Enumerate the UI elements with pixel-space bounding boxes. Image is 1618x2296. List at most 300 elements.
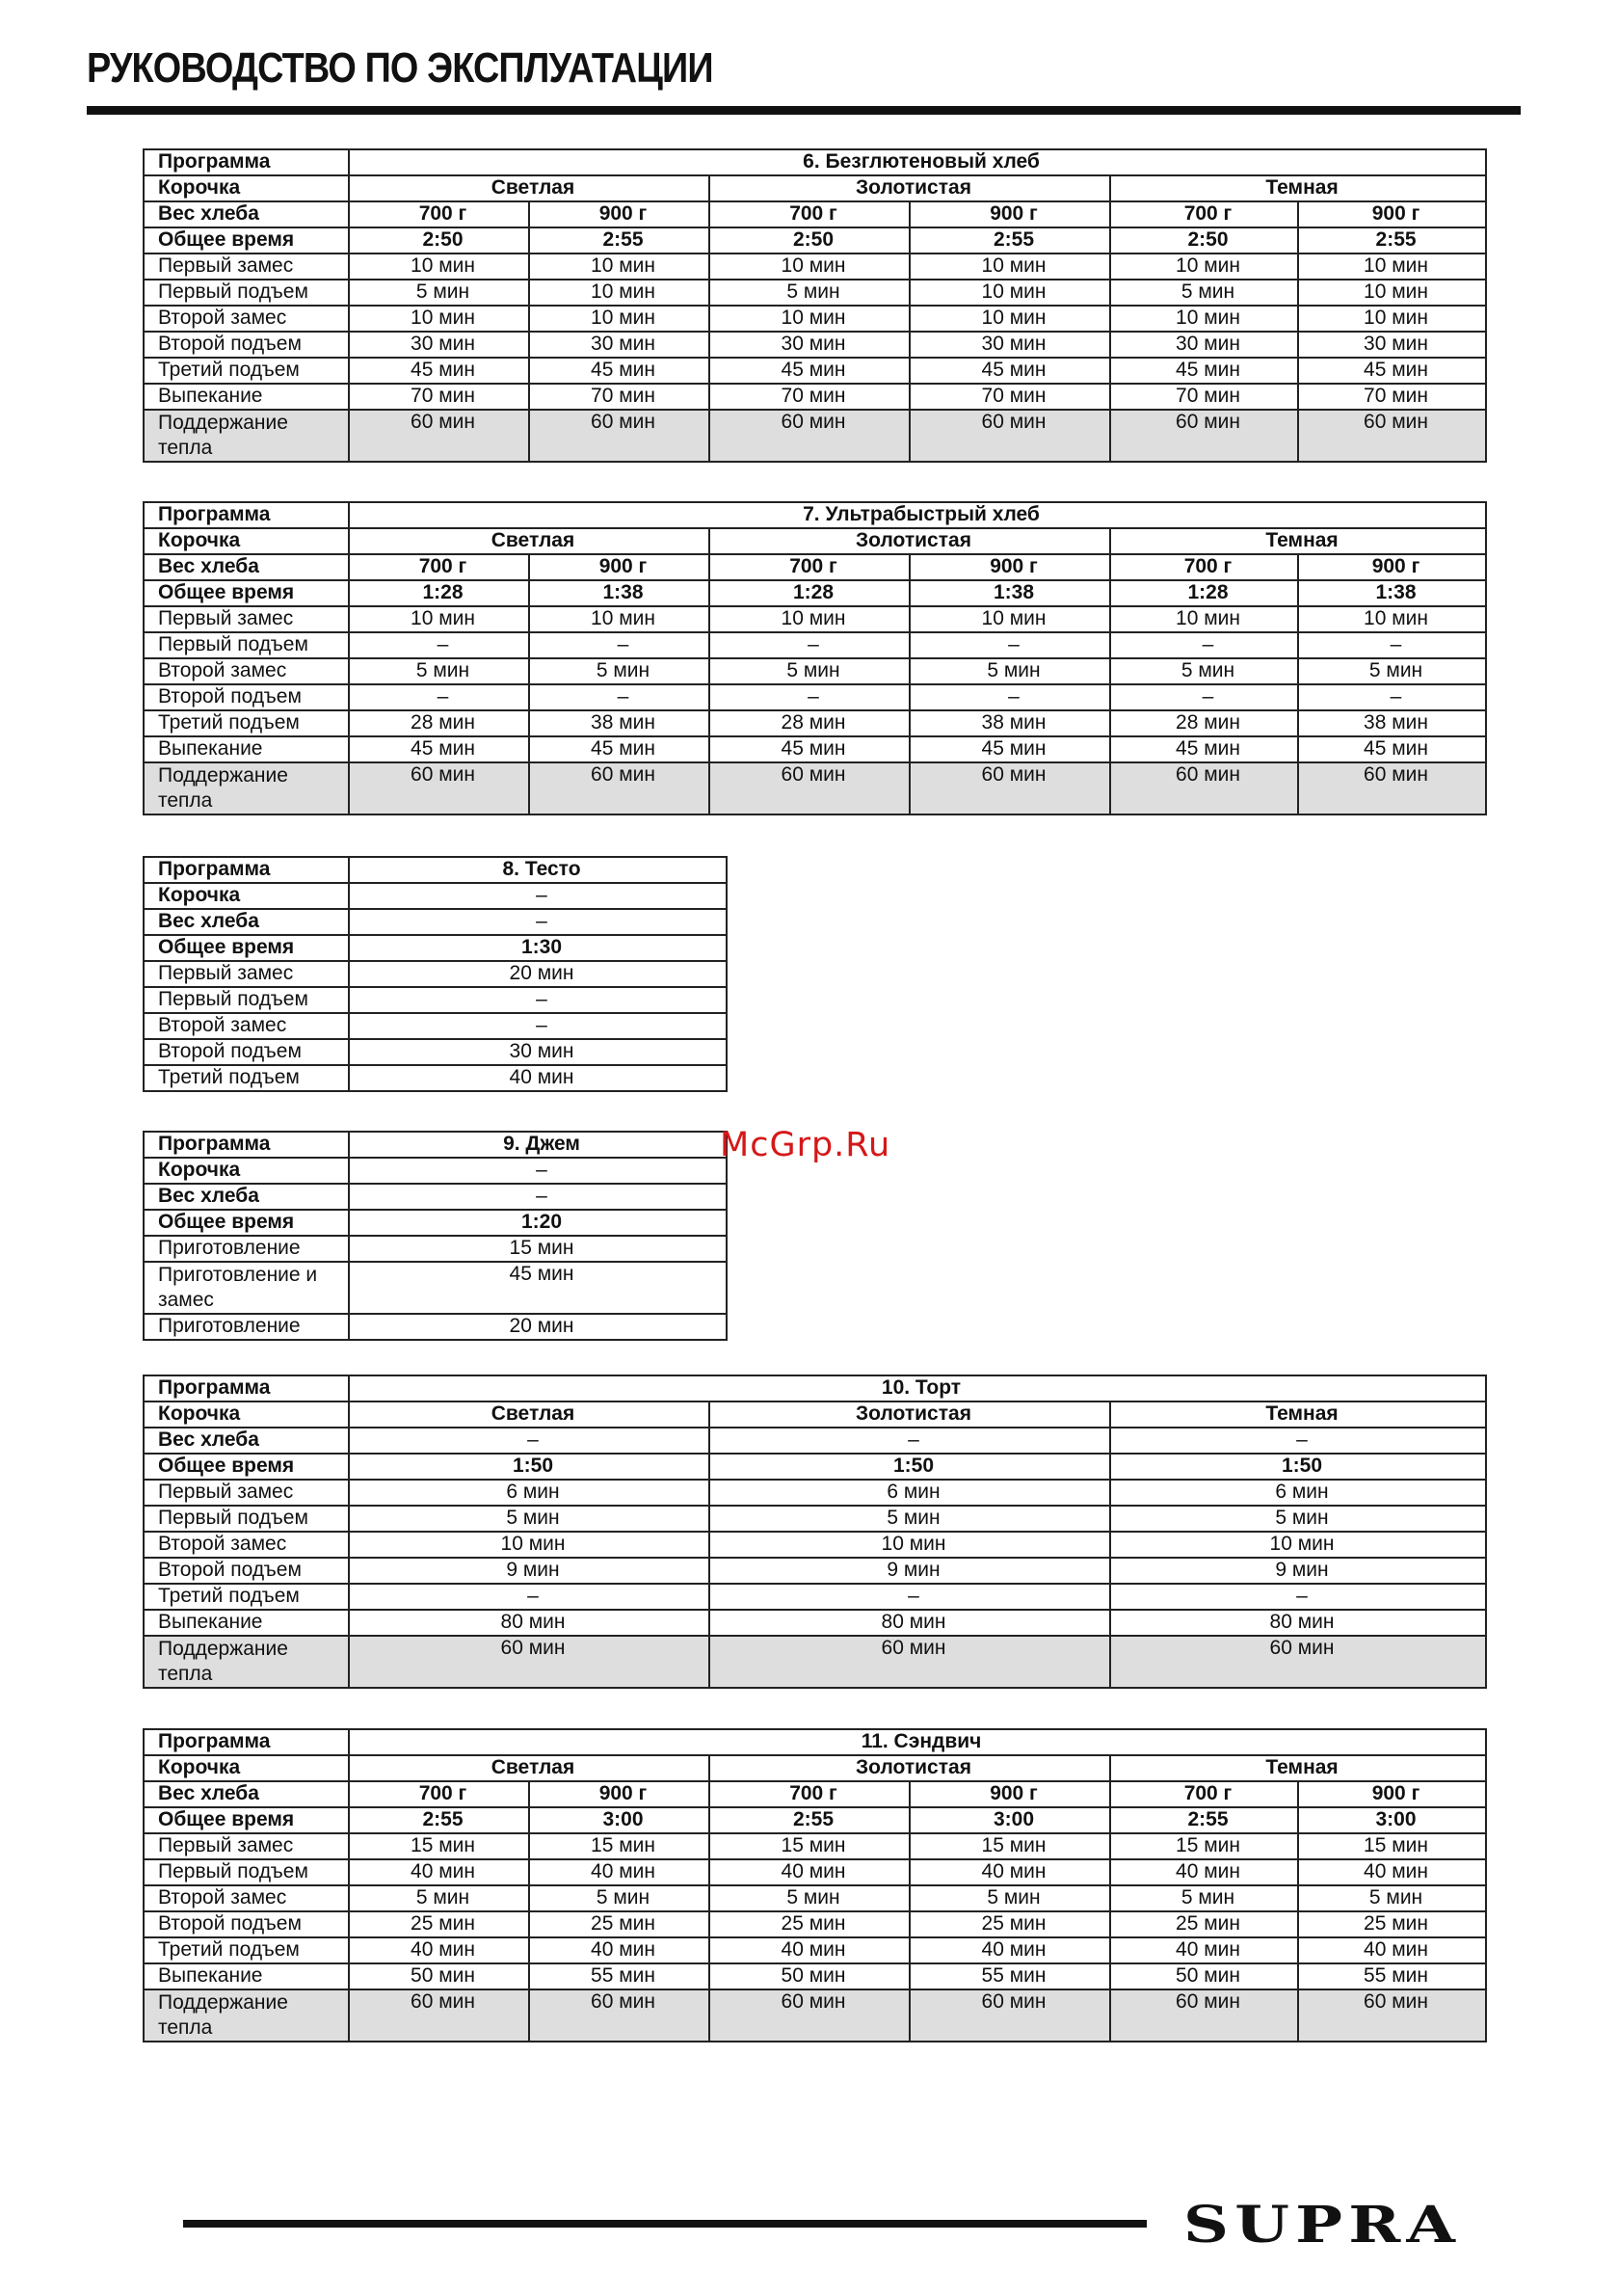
table-row (144, 254, 1486, 280)
table-cell: 45 мин (1110, 736, 1298, 762)
table-row (144, 1184, 727, 1210)
crust-golden: Золотистая (709, 1755, 1110, 1781)
table-cell: 900 г (1298, 1781, 1486, 1807)
table-cell: 40 мин (1110, 1859, 1298, 1885)
table-cell: – (910, 632, 1110, 658)
row-label: Третий подъем (144, 1937, 349, 1963)
table-cell: – (1298, 632, 1486, 658)
table-cell: 900 г (910, 554, 1110, 580)
table-row (144, 410, 1486, 462)
table-cell: – (1298, 684, 1486, 710)
table-cell: 40 мин (529, 1859, 709, 1885)
crust-golden: Золотистая (709, 175, 1110, 201)
row-label: Первый замес (144, 606, 349, 632)
table-row (144, 1558, 1486, 1584)
table-cell: 60 мин (349, 410, 529, 462)
table-cell: 5 мин (910, 1885, 1110, 1911)
row-label: Первый замес (144, 1480, 349, 1506)
table-cell: 6 мин (709, 1480, 1110, 1506)
table-row (144, 1963, 1486, 1989)
table-row (144, 1636, 1486, 1688)
table-row (144, 1911, 1486, 1937)
table-cell: 25 мин (910, 1911, 1110, 1937)
table-cell: 25 мин (709, 1911, 910, 1937)
table-cell: 45 мин (349, 1262, 727, 1314)
row-label: Второй подъем (144, 684, 349, 710)
row-label: Корочка (144, 528, 349, 554)
table-cell: – (529, 632, 709, 658)
table-cell: 900 г (529, 201, 709, 227)
table-cell: 10 мин (1298, 254, 1486, 280)
table-row (144, 1210, 727, 1236)
table-cell: 28 мин (349, 710, 529, 736)
table-cell: 10 мин (910, 280, 1110, 306)
table-cell: 15 мин (349, 1833, 529, 1859)
table-cell: 50 мин (349, 1963, 529, 1989)
table-cell: 2:50 (1110, 227, 1298, 254)
row-label: Вес хлеба (144, 1781, 349, 1807)
table-cell: 5 мин (709, 1885, 910, 1911)
row-label: Второй замес (144, 658, 349, 684)
table-row (144, 1428, 1486, 1454)
table-cell: 900 г (529, 554, 709, 580)
table-cell: 1:30 (349, 935, 727, 961)
table-row (144, 358, 1486, 384)
table-row (144, 175, 1486, 201)
row-label: Поддержание тепла (144, 1989, 349, 2042)
row-label: Корочка (144, 175, 349, 201)
table-cell: – (349, 1184, 727, 1210)
row-label: Общее время (144, 1454, 349, 1480)
row-label: Вес хлеба (144, 909, 349, 935)
row-label: Вес хлеба (144, 554, 349, 580)
table-row (144, 1039, 727, 1065)
table-row (144, 1065, 727, 1091)
table-cell: 70 мин (1298, 384, 1486, 410)
row-label: Второй замес (144, 306, 349, 332)
table-cell: 5 мин (529, 658, 709, 684)
table-cell: 60 мин (1110, 410, 1298, 462)
table-row (144, 528, 1486, 554)
table-cell: 5 мин (1110, 1885, 1298, 1911)
table-cell: 40 мин (529, 1937, 709, 1963)
table-cell: 5 мин (349, 658, 529, 684)
table-cell: – (349, 632, 529, 658)
table-cell: 2:55 (709, 1807, 910, 1833)
table-row (144, 1158, 727, 1184)
table-cell: – (709, 684, 910, 710)
table-row (144, 1885, 1486, 1911)
row-label: Общее время (144, 1210, 349, 1236)
crust-dark: Темная (1110, 528, 1486, 554)
table-cell: 45 мин (1110, 358, 1298, 384)
table-cell: 25 мин (349, 1911, 529, 1937)
table-row (144, 987, 727, 1013)
table-cell: 5 мин (1110, 280, 1298, 306)
table-cell: 10 мин (1110, 606, 1298, 632)
table-cell: 700 г (709, 554, 910, 580)
crust-dark: Темная (1110, 175, 1486, 201)
footer-rule (183, 2220, 1147, 2228)
table-row (144, 658, 1486, 684)
row-label: Третий подъем (144, 1065, 349, 1091)
table-cell: 25 мин (529, 1911, 709, 1937)
table-cell: 15 мин (1110, 1833, 1298, 1859)
table-cell: 900 г (529, 1781, 709, 1807)
table-cell: 38 мин (910, 710, 1110, 736)
table-cell: 10 мин (529, 306, 709, 332)
row-label: Второй замес (144, 1013, 349, 1039)
program-table-11 (143, 1728, 1487, 2042)
table-cell: 10 мин (529, 254, 709, 280)
table-row (144, 1506, 1486, 1532)
table-cell: 700 г (349, 201, 529, 227)
row-label: Корочка (144, 1755, 349, 1781)
row-label: Первый замес (144, 1833, 349, 1859)
table-cell: 70 мин (529, 384, 709, 410)
row-label: Вес хлеба (144, 201, 349, 227)
table-row (144, 883, 727, 909)
table-cell: 2:50 (349, 227, 529, 254)
row-label: Второй подъем (144, 332, 349, 358)
table-cell: 15 мин (349, 1236, 727, 1262)
table-row (144, 306, 1486, 332)
table-cell: 9 мин (1110, 1558, 1486, 1584)
table-cell: 60 мин (1298, 762, 1486, 814)
table-cell: 10 мин (1110, 254, 1298, 280)
table-cell: – (349, 684, 529, 710)
row-label: Корочка (144, 1402, 349, 1428)
table-row (144, 149, 1486, 175)
table-cell: 60 мин (349, 762, 529, 814)
table-cell: 700 г (1110, 554, 1298, 580)
table-cell: 60 мин (709, 410, 910, 462)
table-cell: 2:55 (349, 1807, 529, 1833)
table-cell: 60 мин (529, 410, 709, 462)
table-cell: 10 мин (529, 280, 709, 306)
table-cell: 2:55 (529, 227, 709, 254)
crust-dark: Темная (1110, 1755, 1486, 1781)
table-cell: 25 мин (1298, 1911, 1486, 1937)
table-cell: 10 мин (1298, 606, 1486, 632)
row-label: Программа (144, 1375, 349, 1402)
row-label: Выпекание (144, 1610, 349, 1636)
table-cell: 60 мин (709, 1989, 910, 2042)
table-cell: 20 мин (349, 961, 727, 987)
table-row (144, 857, 727, 883)
table-cell: 10 мин (349, 306, 529, 332)
row-label: Третий подъем (144, 358, 349, 384)
table-cell: 40 мин (910, 1859, 1110, 1885)
table-cell: 3:00 (1298, 1807, 1486, 1833)
table-row (144, 909, 727, 935)
table-cell: 55 мин (529, 1963, 709, 1989)
table-cell: 1:50 (1110, 1454, 1486, 1480)
table-cell: – (349, 987, 727, 1013)
table-cell: – (1110, 1584, 1486, 1610)
row-label: Третий подъем (144, 710, 349, 736)
table-row (144, 1480, 1486, 1506)
row-label: Второй подъем (144, 1039, 349, 1065)
table-row (144, 227, 1486, 254)
row-label: Программа (144, 1729, 349, 1755)
table-cell: 55 мин (910, 1963, 1110, 1989)
program-table-9 (143, 1131, 728, 1341)
table-cell: 10 мин (529, 606, 709, 632)
table-cell: 3:00 (910, 1807, 1110, 1833)
table-cell: 45 мин (1298, 358, 1486, 384)
table-row (144, 502, 1486, 528)
row-label: Корочка (144, 1158, 349, 1184)
table-cell: – (349, 909, 727, 935)
table-row (144, 935, 727, 961)
table-cell: 60 мин (529, 762, 709, 814)
table-cell: 2:50 (709, 227, 910, 254)
table-cell: 40 мин (709, 1859, 910, 1885)
table-cell: 6 мин (1110, 1480, 1486, 1506)
program-name: 9. Джем (349, 1132, 727, 1158)
table-row (144, 1375, 1486, 1402)
row-label: Второй замес (144, 1885, 349, 1911)
table-cell: 5 мин (709, 280, 910, 306)
table-cell: 5 мин (1298, 1885, 1486, 1911)
table-cell: 38 мин (529, 710, 709, 736)
table-cell: 2:55 (1298, 227, 1486, 254)
table-cell: 5 мин (349, 1506, 709, 1532)
table-cell: 10 мин (1298, 306, 1486, 332)
table-cell: 40 мин (1298, 1859, 1486, 1885)
table-cell: 55 мин (1298, 1963, 1486, 1989)
row-label: Приготовление (144, 1314, 349, 1340)
row-label: Третий подъем (144, 1584, 349, 1610)
table-cell: 10 мин (709, 306, 910, 332)
table-cell: 60 мин (910, 1989, 1110, 2042)
table-row (144, 606, 1486, 632)
table-cell: 900 г (1298, 201, 1486, 227)
row-label: Приготовление (144, 1236, 349, 1262)
table-row (144, 1755, 1486, 1781)
row-label: Второй подъем (144, 1911, 349, 1937)
table-cell: 45 мин (709, 736, 910, 762)
table-cell: 60 мин (709, 1636, 1110, 1688)
table-cell: 45 мин (910, 358, 1110, 384)
row-label: Первый замес (144, 254, 349, 280)
table-cell: 10 мин (709, 254, 910, 280)
table-row (144, 1989, 1486, 2042)
table-cell: 900 г (910, 201, 1110, 227)
table-cell: 15 мин (529, 1833, 709, 1859)
row-label: Общее время (144, 1807, 349, 1833)
table-row (144, 961, 727, 987)
table-cell: – (709, 1584, 1110, 1610)
table-row (144, 1532, 1486, 1558)
table-cell: 40 мин (910, 1937, 1110, 1963)
table-cell: 38 мин (1298, 710, 1486, 736)
table-cell: 25 мин (1110, 1911, 1298, 1937)
table-row (144, 632, 1486, 658)
row-label: Общее время (144, 935, 349, 961)
table-cell: 40 мин (349, 1859, 529, 1885)
table-cell: 10 мин (1110, 1532, 1486, 1558)
table-row (144, 1781, 1486, 1807)
crust-light: Светлая (349, 175, 709, 201)
table-cell: – (349, 1158, 727, 1184)
table-cell: 900 г (1298, 554, 1486, 580)
table-row (144, 1402, 1486, 1428)
table-row (144, 332, 1486, 358)
table-cell: 60 мин (1110, 1989, 1298, 2042)
table-cell: 900 г (910, 1781, 1110, 1807)
row-label: Первый подъем (144, 1859, 349, 1885)
table-cell: – (709, 632, 910, 658)
row-label: Общее время (144, 227, 349, 254)
table-cell: 45 мин (529, 736, 709, 762)
program-name: 8. Тесто (349, 857, 727, 883)
table-cell: 30 мин (529, 332, 709, 358)
table-cell: 30 мин (1110, 332, 1298, 358)
table-cell: 700 г (349, 554, 529, 580)
row-label: Первый подъем (144, 632, 349, 658)
table-cell: 80 мин (1110, 1610, 1486, 1636)
table-cell: 45 мин (910, 736, 1110, 762)
table-cell: 15 мин (910, 1833, 1110, 1859)
table-cell: 10 мин (910, 606, 1110, 632)
table-cell: 15 мин (1298, 1833, 1486, 1859)
table-cell: 40 мин (709, 1937, 910, 1963)
table-cell: 10 мин (349, 606, 529, 632)
row-label: Выпекание (144, 384, 349, 410)
table-row (144, 1013, 727, 1039)
table-cell: 70 мин (709, 384, 910, 410)
program-table-8 (143, 856, 728, 1092)
row-label: Первый подъем (144, 280, 349, 306)
table-row (144, 1859, 1486, 1885)
table-cell: 1:28 (709, 580, 910, 606)
row-label: Второй замес (144, 1532, 349, 1558)
table-row (144, 1454, 1486, 1480)
table-cell: 1:28 (349, 580, 529, 606)
table-row (144, 684, 1486, 710)
table-cell: 10 мин (709, 1532, 1110, 1558)
page-title: РУКОВОДСТВО ПО ЭКСПЛУАТАЦИИ (87, 44, 713, 92)
table-cell: – (1110, 1428, 1486, 1454)
table-cell: 5 мин (349, 1885, 529, 1911)
table-cell: 45 мин (349, 736, 529, 762)
brand-logo: SUPRA (1183, 2196, 1462, 2255)
table-cell: 10 мин (910, 306, 1110, 332)
table-cell: 10 мин (1110, 306, 1298, 332)
table-cell: 700 г (1110, 201, 1298, 227)
table-cell: 50 мин (709, 1963, 910, 1989)
table-cell: 10 мин (910, 254, 1110, 280)
row-label: Поддержание тепла (144, 762, 349, 814)
table-row (144, 762, 1486, 814)
program-table-7 (143, 501, 1487, 815)
table-row (144, 1262, 727, 1314)
table-cell: 60 мин (349, 1989, 529, 2042)
table-row (144, 1236, 727, 1262)
table-cell: 40 мин (349, 1065, 727, 1091)
table-row (144, 710, 1486, 736)
row-label: Корочка (144, 883, 349, 909)
table-cell: 30 мин (1298, 332, 1486, 358)
table-cell: 60 мин (1110, 1636, 1486, 1688)
table-cell: 60 мин (1110, 762, 1298, 814)
program-table-6 (143, 148, 1487, 463)
table-cell: 5 мин (709, 1506, 1110, 1532)
table-row (144, 1314, 727, 1340)
table-cell: 28 мин (709, 710, 910, 736)
row-label: Поддержание тепла (144, 1636, 349, 1688)
table-cell: 1:20 (349, 1210, 727, 1236)
row-label: Второй подъем (144, 1558, 349, 1584)
table-row (144, 736, 1486, 762)
crust-dark: Темная (1110, 1402, 1486, 1428)
table-cell: 700 г (1110, 1781, 1298, 1807)
table-cell: 10 мин (1298, 280, 1486, 306)
table-cell: 5 мин (529, 1885, 709, 1911)
table-cell: 45 мин (709, 358, 910, 384)
table-row (144, 1610, 1486, 1636)
table-row (144, 1729, 1486, 1755)
table-cell: 1:38 (529, 580, 709, 606)
row-label: Программа (144, 1132, 349, 1158)
row-label: Программа (144, 502, 349, 528)
table-cell: 60 мин (910, 762, 1110, 814)
crust-light: Светлая (349, 1755, 709, 1781)
table-cell: 28 мин (1110, 710, 1298, 736)
table-cell: 40 мин (1110, 1937, 1298, 1963)
table-row (144, 1132, 727, 1158)
table-cell: 30 мин (349, 1039, 727, 1065)
table-cell: 40 мин (1298, 1937, 1486, 1963)
table-cell: 9 мин (709, 1558, 1110, 1584)
table-row (144, 1584, 1486, 1610)
table-cell: – (709, 1428, 1110, 1454)
table-cell: 5 мин (709, 658, 910, 684)
row-label: Вес хлеба (144, 1428, 349, 1454)
crust-golden: Золотистая (709, 528, 1110, 554)
row-label: Первый подъем (144, 1506, 349, 1532)
table-cell: 1:28 (1110, 580, 1298, 606)
table-row (144, 580, 1486, 606)
table-cell: 30 мин (910, 332, 1110, 358)
table-cell: – (1110, 684, 1298, 710)
table-cell: 70 мин (1110, 384, 1298, 410)
table-cell: 45 мин (349, 358, 529, 384)
table-cell: 9 мин (349, 1558, 709, 1584)
program-name: 7. Ультрабыстрый хлеб (349, 502, 1486, 528)
program-name: 10. Торт (349, 1375, 1486, 1402)
table-cell: 700 г (709, 1781, 910, 1807)
table-cell: 5 мин (910, 658, 1110, 684)
crust-golden: Золотистая (709, 1402, 1110, 1428)
crust-light: Светлая (349, 1402, 709, 1428)
table-cell: 2:55 (910, 227, 1110, 254)
row-label: Общее время (144, 580, 349, 606)
table-cell: 10 мин (349, 254, 529, 280)
table-cell: 70 мин (349, 384, 529, 410)
table-cell: 60 мин (910, 410, 1110, 462)
table-cell: 20 мин (349, 1314, 727, 1340)
watermark-text: McGrp.Ru (720, 1126, 891, 1164)
table-cell: 1:38 (1298, 580, 1486, 606)
table-cell: 5 мин (349, 280, 529, 306)
table-cell: 60 мин (1298, 410, 1486, 462)
table-cell: 1:50 (349, 1454, 709, 1480)
table-cell: 10 мин (709, 606, 910, 632)
row-label: Первый замес (144, 961, 349, 987)
